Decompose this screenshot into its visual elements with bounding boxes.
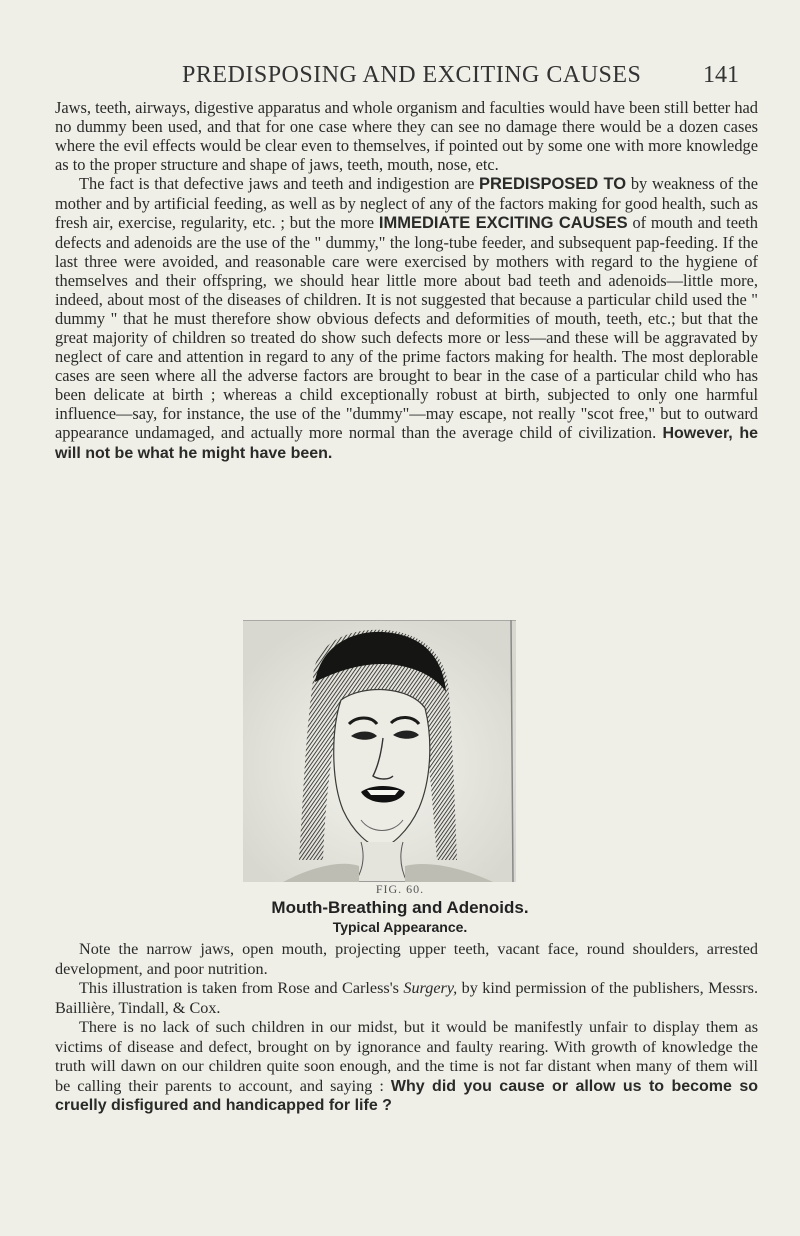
child-portrait-illustration <box>243 620 516 882</box>
upper-teeth <box>367 790 399 795</box>
paragraph-2 <box>55 174 758 463</box>
figure-subtitle: Typical Appearance. <box>332 919 468 935</box>
figure-notes <box>55 940 758 1116</box>
paragraph-2-text-b: by weakness of the mother and by artificial feeding, as well as by neglect of any of the factors making for good health, such as fresh air, exercise, regularity, etc. ; but the more <box>55 174 758 232</box>
paragraph-1: Jaws, teeth, airways, digestive apparatus and whole organism and faculties would have been still better had no dummy been used, and that for one case where they can see no damage there would be a dozen cases where the evil effects would be clear even to themselves, if pointed out by some one with more knowledge as to the proper structure and shape of jaws, teeth, mouth, nose, etc. <box>55 98 758 174</box>
neck-drawing <box>355 842 407 882</box>
immediate-causes-emphasis: IMMEDIATE EXCITING CAUSES <box>378 214 628 232</box>
note-credit-text-b: by kind permission of the publishers, Messrs. Baillière, Tindall, & Cox. <box>55 979 759 1017</box>
running-head <box>0 58 800 98</box>
note-description: Note the narrow jaws, open mouth, projecting upper teeth, vacant face, round shoulders, arrested development, and poor nutrition. <box>55 940 758 978</box>
page-number: 141 <box>703 62 739 88</box>
portrait-drawing <box>243 620 516 882</box>
book-title: Surgery, <box>403 979 458 997</box>
paragraph-2-text-c: of mouth and teeth defects and adenoids are the use of the " dummy," the long-tube feeder, and subsequent pap-feeding. If the last three were avoided, and reasonable care were exercised by mothers with regard to the hygiene of themselves and their offspring, we should hear little more about bad teeth and adenoids—little more, indeed, about most of the diseases of children. It is not suggested that because a particular child used the " dummy " that he must therefore show obvious defects and deformities of mouth, teeth, etc.; but that the great majority of children so treated do show such defects more or less—and these will be aggravated by neglect of care and attention in regard to any of the prime factors making for health. The most deplorable cases are seen where all the adverse factors are brought to bear in the case of a particular child who has been delicate at birth ; whereas a child exceptionally robust at birth, subjected to only one harmful influence—say, for instance, the use of the "dummy"—may escape, not really "scot free," but to outward appearance undamaged, and actually more normal than the average child of civilization. <box>55 213 758 442</box>
figure-title: Mouth-Breathing and Adenoids. <box>271 898 529 917</box>
paragraph-2-conclusion: However, he will not be what he might have been. <box>55 425 758 462</box>
paragraph-2-text-a: The fact is that defective jaws and teeth and indigestion are <box>79 174 480 193</box>
note-closing <box>55 1018 758 1116</box>
note-credit-text-a: This illustration is taken from Rose and Carless's <box>79 979 404 997</box>
body-text <box>55 98 758 463</box>
predisposed-to-emphasis: PREDISPOSED TO <box>479 175 627 193</box>
note-credit <box>55 979 758 1018</box>
closing-question: Why did you cause or allow us to become so cruelly disfigured and handicapped for life ? <box>55 1077 758 1114</box>
note-closing-text: There is no lack of such children in our midst, but it would be manifestly unfair to display them as victims of disease and defect, brought on by ignorance and faulty rearing. With growth of knowledge the truth will dawn on our children quite soon enough, and the time is not far distant when many of them will be calling their parents to account, and saying : <box>55 1018 758 1095</box>
page-title: PREDISPOSING AND EXCITING CAUSES <box>182 62 642 88</box>
figure-number: FIG. 60. <box>375 882 425 896</box>
